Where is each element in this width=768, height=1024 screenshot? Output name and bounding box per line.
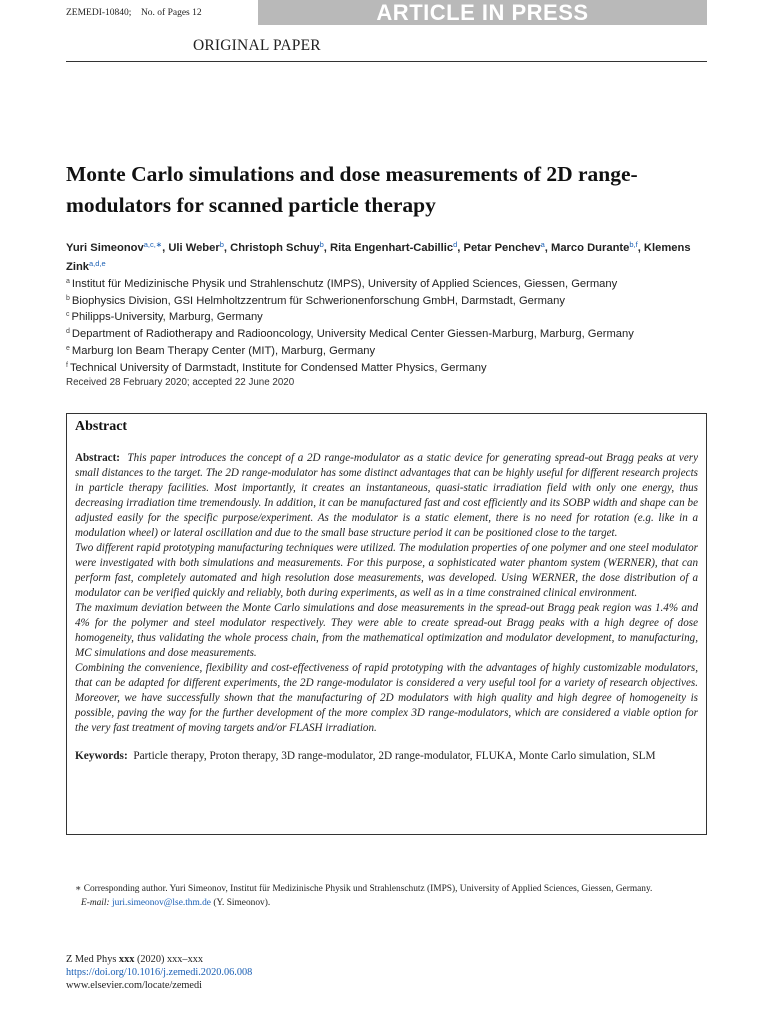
footnote-email-line [75, 896, 715, 910]
author-list: Yuri Simeonov$^{a,c,∗}$, Uli Weber$^b$, Christoph Schuy$^b$, Rita Engenhart-Cabillic$^d$, Petar Penchev$^a$, Marco Durante$^{b,f}$, Klemens Zink$^{a,d,e}$ [66, 240, 691, 273]
email-label: E-mail: [81, 898, 110, 908]
citation-volume: xxx [118, 954, 135, 965]
affiliation-item [66, 275, 716, 292]
received-dates: Received 28 February 2020; accepted 22 June 2020 [66, 377, 295, 388]
author-name[interactable]: Yuri Simeonov [66, 242, 144, 254]
author-name[interactable]: Klemens Zink [66, 242, 691, 273]
manuscript-id: ZEMEDI-10840; [66, 8, 132, 18]
abstract-paragraph: Two different rapid prototyping manufacturing techniques were utilized. The modulation properties of one polymer and one steel modulator were investigated with both simulations and measurements. For this purpose, a sophisticated water phantom system (WERNER), that can perform fast, completely automated and high resolution dose measurements, was developed. Using WERNER, the dose distribution of a modulator can be verified quickly and reliably, both during experiments, as well as in a time constrained clinical environment. [75, 542, 698, 599]
affiliation-item [66, 342, 716, 359]
section-label: ORIGINAL PAPER [193, 37, 321, 54]
abstract-text: This paper introduces the concept of a 2D range-modulator as a static device for generating spread-out Bragg peaks at very small distances to the target. The 2D range-modulator has some distinct advantages that can be highly useful for different research projects in particle therapy facilities. Most importantly, it creates an instantaneous, quasi-static irradiation field with only one energy, thus decreasing irradiation time tremendously. In addition, it can be manufactured fast and cost efficiently and its SOBP width and shape can be adjusted easily for the specific purpose/experiment. As the modulator is a static element, there is no need for rotation (e.g. like in a modulation wheel) or lateral oscillation and due to the small base structure period it can be positioned close to the target. [75, 452, 698, 539]
email-suffix: (Y. Simeonov). [213, 898, 271, 908]
keywords-label: Keywords: [75, 750, 128, 762]
abstract-paragraph [75, 451, 698, 541]
running-header [0, 0, 768, 26]
doi-link[interactable]: https://doi.org/10.1016/j.zemedi.2020.06.008 [66, 967, 253, 978]
affiliation-key: f [66, 361, 68, 369]
citation-rest: (2020) xxx–xxx [136, 954, 204, 965]
footnote-text: Corresponding author. Yuri Simeonov, Institut für Medizinische Physik und Strahlenschutz (IMPS), University of Applied Sciences, Giessen, Germany. [83, 884, 653, 894]
author-affiliation-ref[interactable]: a,d,e [89, 259, 106, 268]
header-rule [66, 61, 707, 62]
affiliation-item [66, 292, 716, 309]
affiliation-text: Marburg Ion Beam Therapy Center (MIT), Marburg, Germany [71, 344, 376, 357]
article-in-press-banner [258, 0, 707, 25]
keywords [75, 749, 698, 764]
author-name[interactable]: Christoph Schuy [230, 242, 320, 254]
abstract-heading: Abstract [75, 419, 128, 434]
affiliation-text: Institut für Medizinische Physik und Strahlenschutz (IMPS), University of Applied Sciences, Giessen, Germany [71, 278, 618, 290]
author-name[interactable]: Petar Penchev [463, 242, 541, 254]
abstract-paragraph: Combining the convenience, flexibility and cost-effectiveness of rapid prototyping with the advantages of highly customizable modulators, that can be adapted for different experiments, the 2D range-modulator is considered a very useful tool for a variety of research objectives. Moreover, we have successfully shown that the manufacturing of 2D modulators with high quality and high degree of homogeneity is possible, paving the way for the further development of the more complex 3D range-modulators, which are considered a viable option for the very fast treatment of moving targets and/or FLASH irradiation. [75, 662, 698, 734]
author-affiliation-ref[interactable]: d [453, 240, 458, 249]
footnote-marker: ∗ [75, 884, 82, 894]
abstract-paragraph: The maximum deviation between the Monte Carlo simulations and dose measurements in the spread-out Bragg peak region was 1.4% and 4% for the polymer and steel modulator respectively. They were able to create spread-out Bragg peaks with a high degree of dose homogeneity, thus validating the whole process chain, from the mathematical optimization and modulator development, to manufacturing, MC simulations and dose measurements. [75, 602, 698, 659]
author-name[interactable]: Uli Weber [168, 242, 220, 254]
author-affiliation-ref[interactable]: a [540, 240, 545, 249]
page-count: No. of Pages 12 [140, 8, 202, 18]
abstract-lead: Abstract: [75, 452, 120, 464]
affiliation-text: Technical University of Darmstadt, Institute for Condensed Matter Physics, Germany [69, 361, 487, 374]
citation-journal: Z Med Phys [66, 954, 117, 965]
paper-title: Monte Carlo simulations and dose measurements of 2D range-modulators for scanned particle therapy [66, 162, 638, 217]
corresponding-author-footnote [75, 882, 715, 910]
affiliation-key: a [66, 278, 70, 285]
footnote-line [75, 882, 715, 896]
affiliation-item [66, 325, 716, 342]
affiliation-key: c [66, 311, 70, 319]
author-affiliation-ref[interactable]: a,c,∗ [143, 240, 163, 249]
affiliation-key: e [66, 344, 70, 352]
abstract-body [75, 451, 698, 736]
author-name[interactable]: Marco Durante [551, 242, 630, 254]
journal-footer [66, 953, 252, 992]
email-link[interactable]: juri.simeonov@lse.thm.de [111, 898, 211, 908]
journal-url[interactable]: www.elsevier.com/locate/zemedi [66, 980, 202, 991]
affiliation-item [66, 359, 716, 376]
author-affiliation-ref[interactable]: b [319, 240, 324, 249]
abstract-box [66, 413, 707, 835]
article-in-press-label: ARTICLE IN PRESS [376, 0, 589, 25]
affiliation-key: b [66, 294, 70, 302]
affiliation-list [66, 275, 716, 375]
keywords-list: Particle therapy, Proton therapy, 3D range-modulator, 2D range-modulator, FLUKA, Monte Carlo simulation, SLM [133, 750, 656, 762]
journal-id [66, 8, 202, 18]
affiliation-key: d [66, 328, 70, 336]
author-affiliation-ref[interactable]: b,f [629, 240, 638, 249]
affiliation-text: Philipps-University, Marburg, Germany [71, 311, 263, 324]
author-name[interactable]: Rita Engenhart-Cabillic [330, 242, 454, 254]
affiliation-text: Department of Radiotherapy and Radiooncology, University Medical Center Giessen-Marburg, Marburg, Germany [71, 328, 634, 341]
affiliation-text: Biophysics Division, GSI Helmholtzzentrum für Schwerionenforschung GmbH, Darmstadt, Germany [71, 294, 565, 307]
author-affiliation-ref[interactable]: b [219, 240, 224, 249]
affiliation-item [66, 308, 716, 325]
citation-line [66, 953, 252, 966]
